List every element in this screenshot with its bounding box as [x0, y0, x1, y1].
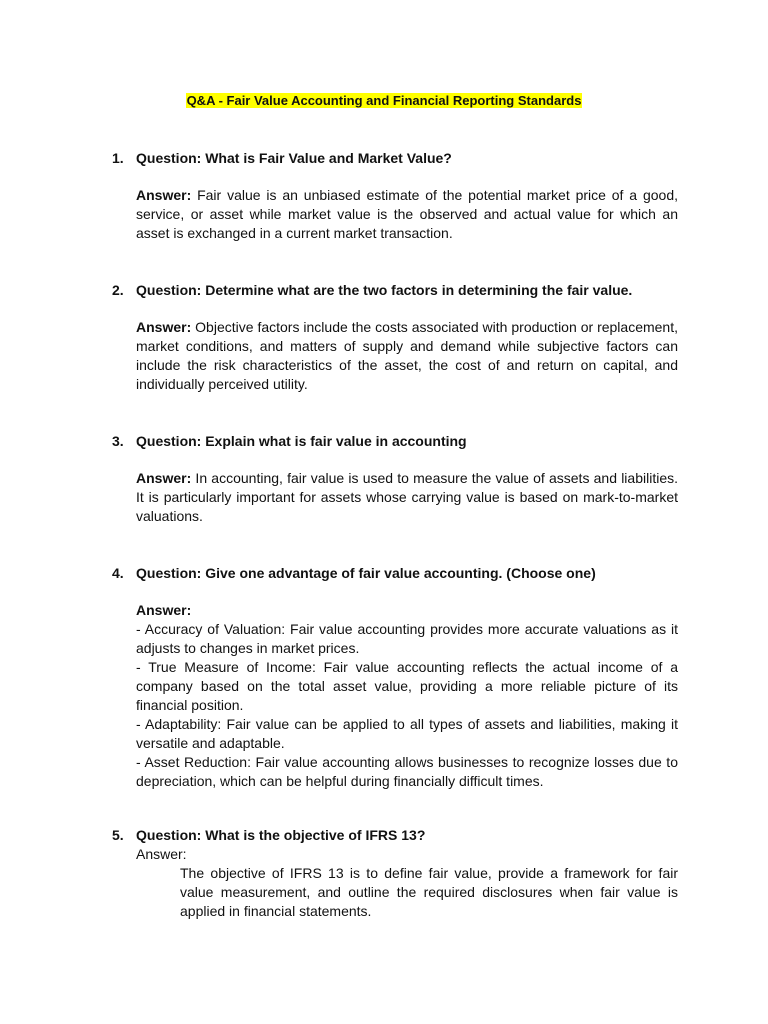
answer-text: In accounting, fair value is used to measure the value of assets and liabilities. It is particularly important for assets whose carrying value is based on mark-to-market valuations.: [136, 470, 678, 524]
document-title: [0, 92, 768, 110]
question-number: 3.: [112, 433, 124, 449]
question-text: Question: What is the objective of IFRS 13?: [136, 827, 426, 843]
answer-paragraph: [136, 318, 678, 394]
answer-label: Answer:: [136, 470, 192, 486]
question-line: [112, 564, 678, 583]
list-item: - Accuracy of Valuation: Fair value accounting provides more accurate valuations as it adjusts to changes in market prices.: [136, 621, 678, 656]
question-number: 5.: [112, 827, 124, 843]
question-number: 1.: [112, 150, 124, 166]
answer-text: The objective of IFRS 13 is to define fair value, provide a framework for fair value measurement, and outline the required disclosures when fair value is applied in financial statements.: [180, 865, 678, 919]
question-line: [112, 149, 678, 168]
answer-label: Answer:: [136, 846, 187, 862]
question-number: 2.: [112, 282, 124, 298]
question-text: Question: Determine what are the two factors in determining the fair value.: [136, 282, 633, 298]
answer-block: [136, 469, 678, 526]
question-number: 4.: [112, 565, 124, 581]
answer-block: [136, 186, 678, 243]
list-item: - True Measure of Income: Fair value accounting reflects the actual income of a company based on the total asset value, providing a more reliable picture of its financial position.: [136, 659, 678, 713]
list-item: - Adaptability: Fair value can be applied to all types of assets and liabilities, making it versatile and adaptable.: [136, 716, 678, 751]
answer-label: Answer:: [136, 187, 192, 203]
qa-item-4: [112, 564, 678, 791]
qa-item-1: [112, 149, 678, 243]
question-line: [112, 826, 678, 845]
answer-label: Answer:: [136, 602, 192, 618]
answer-paragraph: [136, 186, 678, 243]
answer-label: Answer:: [136, 319, 192, 335]
document-title-highlight: Q&A - Fair Value Accounting and Financial Reporting Standards: [186, 93, 582, 108]
answer-text: Objective factors include the costs associated with production or replacement, market conditions, and matters of supply and demand while subjective factors can include the risk characteristics of the asset, the cost of and return on capital, and individually perceived utility.: [136, 319, 678, 392]
qa-item-5: [112, 826, 678, 921]
answer-block: [136, 318, 678, 394]
advantage-list: [136, 620, 678, 791]
qa-item-3: [112, 432, 678, 526]
question-line: [112, 281, 678, 300]
answer-block: [136, 601, 678, 791]
question-text: Question: Explain what is fair value in accounting: [136, 433, 467, 449]
answer-paragraph: [136, 469, 678, 526]
question-text: Question: What is Fair Value and Market Value?: [136, 150, 452, 166]
question-line: [112, 432, 678, 451]
question-text: Question: Give one advantage of fair value accounting. (Choose one): [136, 565, 596, 581]
list-item: - Asset Reduction: Fair value accounting allows businesses to recognize losses due to depreciation, which can be helpful during financially difficult times.: [136, 754, 678, 789]
qa-item-2: [112, 281, 678, 394]
answer-text: Fair value is an unbiased estimate of the potential market price of a good, service, or asset while market value is the observed and actual value for which an asset is exchanged in a current market transaction.: [136, 187, 678, 241]
